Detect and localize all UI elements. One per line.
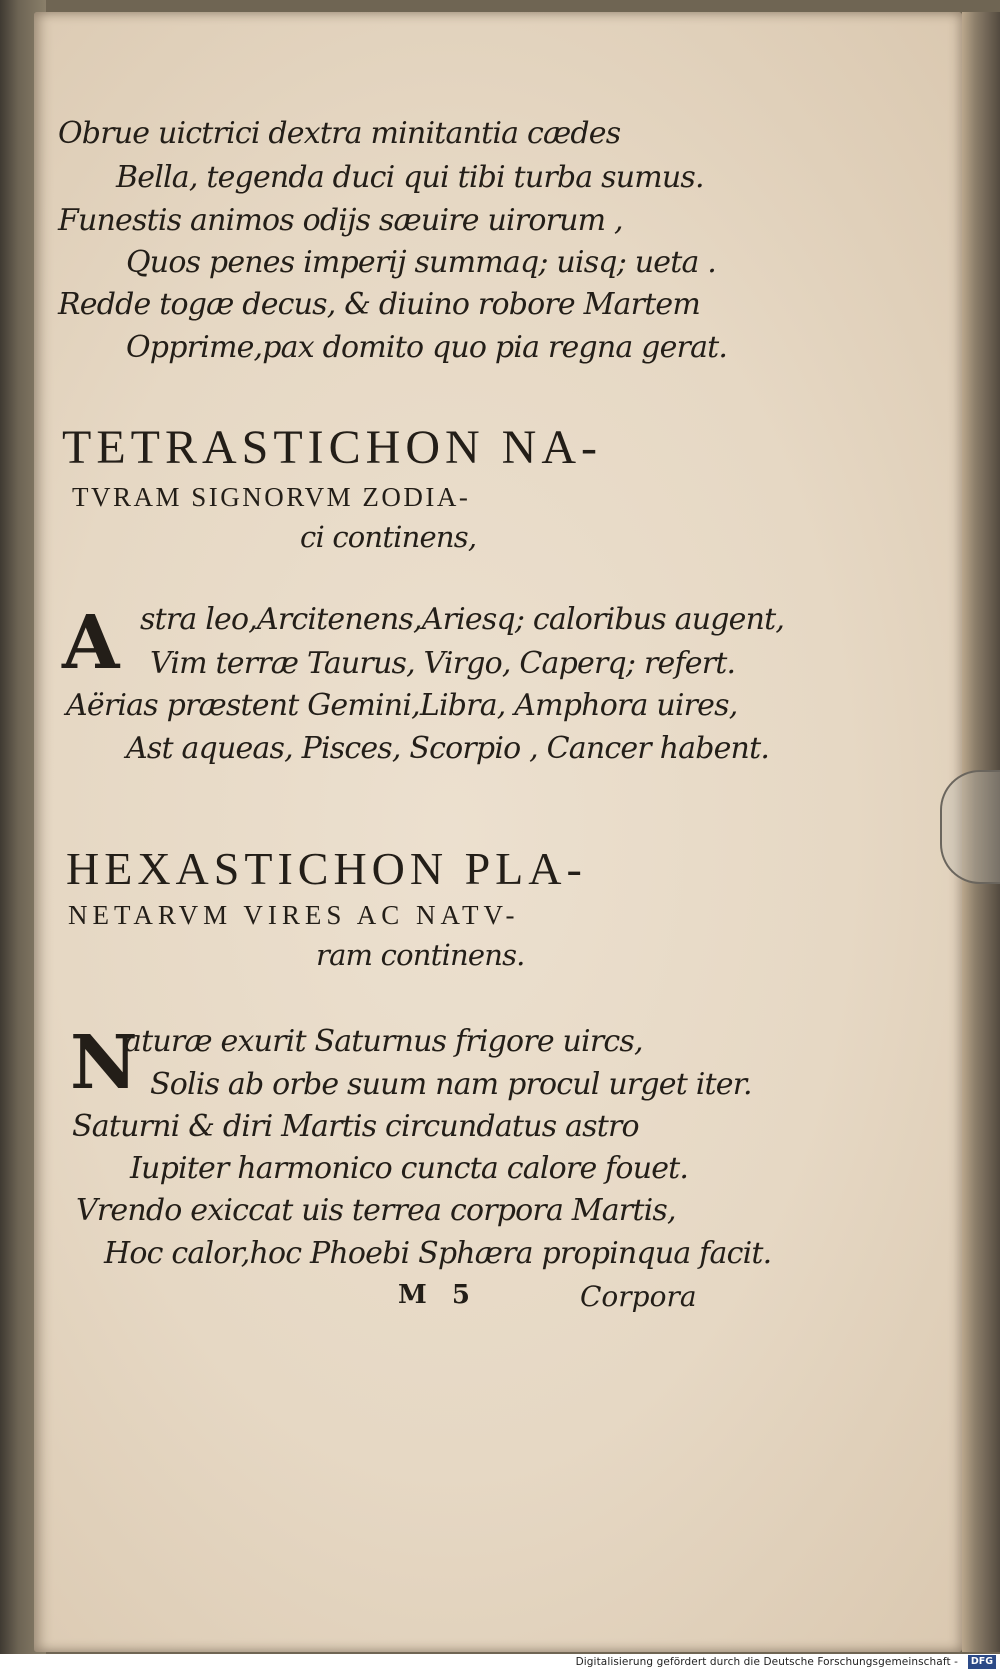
drop-cap-n: N <box>70 1020 138 1106</box>
verse-line: Bella, tegenda duci qui tibi turba sumus. <box>116 160 704 195</box>
tetrastichon-heading-line1: TETRASTICHON NA- <box>62 421 602 474</box>
verse-line: Funestis animos odijs sæuire uirorum , <box>58 203 623 238</box>
verse-line: Iupiter harmonico cuncta calore fouet. <box>130 1151 689 1186</box>
verse-line: stra leo,Arcitenens,Ariesq; caloribus augent, <box>140 602 785 637</box>
verse-line: Vim terræ Taurus, Virgo, Caperq; refert. <box>150 646 736 681</box>
verse-line: Redde togæ decus, & diuino robore Martem <box>58 287 701 322</box>
drop-cap-a: A <box>62 600 120 686</box>
tetrastichon-heading-line3: ci continens, <box>300 520 477 554</box>
verse-line: aturæ exurit Saturnus frigore uircs, <box>124 1024 643 1059</box>
signature-mark: M 5 <box>398 1280 478 1310</box>
hexastichon-heading-line1: HEXASTICHON PLA- <box>66 843 587 894</box>
verse-line: Opprime,pax domito quo pia regna gerat. <box>126 330 728 365</box>
dfg-logo: DFG <box>968 1655 996 1669</box>
verse-line: Aërias præstent Gemini,Libra, Amphora uires, <box>66 688 738 723</box>
hexastichon-heading-line2: NETARVM VIRES AC NATV- <box>68 900 520 930</box>
verse-line: Ast aqueas, Pisces, Scorpio , Cancer habent. <box>126 731 770 766</box>
verse-line: Vrendo exiccat uis terrea corpora Martis, <box>76 1193 676 1228</box>
clip-tab <box>940 770 1000 884</box>
digitization-credit: Digitalisierung gefördert durch die Deutsche Forschungsgemeinschaft - <box>575 1656 958 1668</box>
verse-line: Saturni & diri Martis circundatus astro <box>72 1109 639 1144</box>
verse-line: Hoc calor,hoc Phoebi Sphæra propinqua facit. <box>104 1236 772 1271</box>
verse-line: Quos penes imperij summaq; uisq; ueta . <box>126 245 717 280</box>
verse-line: Solis ab orbe suum nam procul urget iter. <box>150 1067 752 1102</box>
tetrastichon-heading-line2: TVRAM SIGNORVM ZODIA- <box>72 482 471 512</box>
hexastichon-heading-line3: ram continens. <box>316 938 525 972</box>
catchword: Corpora <box>580 1280 697 1313</box>
verse-line: Obrue uictrici dextra minitantia cædes <box>58 116 621 151</box>
